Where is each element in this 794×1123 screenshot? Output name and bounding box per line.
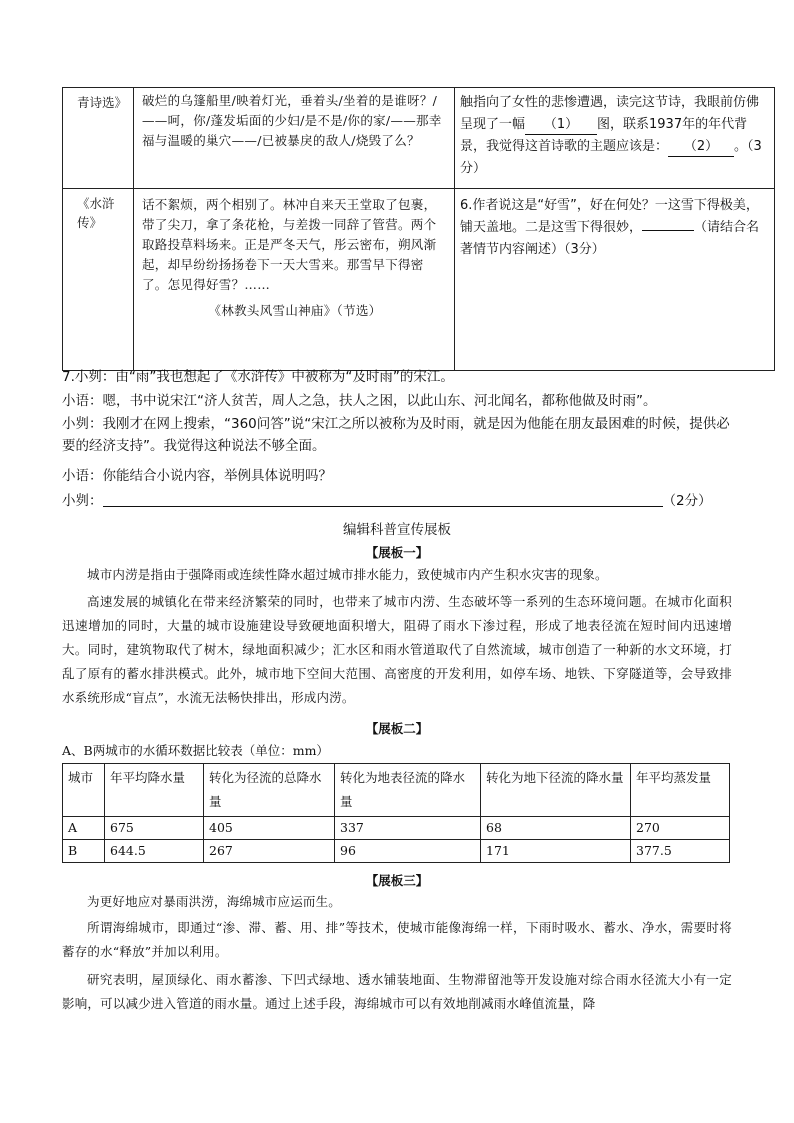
work-title-cell (63, 88, 134, 189)
q7-line: 小语：你能结合小说内容，举例具体说明吗？ (62, 468, 332, 484)
table-row (63, 88, 775, 189)
question-cell (455, 189, 775, 371)
novel-excerpt: 话不絮烦，两个相别了。林冲自来天王堂取了包裹，带了尖刀，拿了条花枪，与差拨一同辞了管营。两个取路投草料场来。正是严冬天气，彤云密布，朔风渐起，却早纷纷扬扬卷下一天大雪来。那雪早下得密了。怎见得好雪？…… (142, 197, 437, 292)
column-header: 城市 (63, 764, 105, 817)
column-header: 转化为径流的总降水量 (204, 764, 335, 817)
board-3-paragraph: 所谓海绵城市，即通过“渗、滞、蓄、用、排”等技术，使城市能像海绵一样，下雨时吸水、蓄水、净水，需要时将蓄存的水“释放”并加以利用。 (62, 920, 732, 959)
board-1-paragraph: 高速发展的城镇化在带来经济繁荣的同时，也带来了城市内涝、生态破坏等一系列的生态环境问题。在城市化面积迅速增加的同时，大量的城市设施建设导致硬地面积增大，阻碍了雨水下渗过程，形成了地表径流在短时间内迅速增大。同时，建筑物取代了树木，绿地面积减少；汇水区和雨水管道取代了自然流域，城市创造了一种新的水文环境，打乱了原有的蓄水排洪模式。此外，城市地下空间大范围、高密度的开发利用，如停车场、地铁、下穿隧道等，会导致排水系统形成“盲点”，水流无法畅快排出，形成内涝。 (62, 594, 732, 705)
table-cell: 405 (204, 817, 335, 840)
column-header: 转化为地下径流的降水量 (481, 764, 631, 817)
board-1-title: 【展板一】 (365, 545, 429, 560)
table-row (63, 840, 730, 863)
poem-excerpt: 破烂的乌篷船里/映着灯光，垂着头/坐着的是谁呀？/——呵，你/蓬发垢面的少妇/是不是/你的家/——那幸福与温暖的巢穴——/已被暴戾的敌人/烧毁了么？ (142, 93, 442, 148)
question-points: （2分） (662, 493, 712, 509)
question-text: 图，联系1937年的年代背景，我觉得这首诗歌的主题应该是： (460, 117, 748, 154)
table-cell: B (63, 840, 105, 863)
table-cell: 270 (631, 817, 730, 840)
table-cell: 377.5 (631, 840, 730, 863)
board-1-paragraph: 城市内涝是指由于强降雨或连续性降水超过城市排水能力，致使城市内产生积水灾害的现象。 (87, 567, 608, 582)
question-6-end: （请结合名著情节内容阐述）（3分） (460, 220, 760, 257)
excerpt-cell (134, 88, 455, 189)
table-row (63, 817, 730, 840)
q7-line: 小刿：我刚才在网上搜索，“360问答”说“宋江之所以被称为及时雨，就是因为他能在朋友最困难的时候，提供必要的经济支持”。我觉得这种说法不够全面。 (62, 416, 730, 454)
q7-line: 小语：嗯，书中说宋江“济人贫苦，周人之急，扶人之困，以此山东、河北闻名，都称他做及时雨”。 (62, 393, 657, 409)
table-cell: 171 (481, 840, 631, 863)
question-text: 触指向了女性的悲惨遭遇，读完这节诗，我眼前仿佛呈现了一幅 (460, 95, 760, 132)
question-cell (455, 88, 775, 189)
answer-label: 小刿： (62, 493, 103, 509)
table-cell: A (63, 817, 105, 840)
q7-line: 7.小刿：由“雨”我也想起了《水浒传》中被称为“及时雨”的宋江。 (62, 369, 454, 385)
table-row (63, 189, 775, 371)
table-cell: 644.5 (105, 840, 204, 863)
answer-blank-2[interactable]: （2） (668, 138, 734, 157)
table-cell: 96 (335, 840, 481, 863)
table-cell: 337 (335, 817, 481, 840)
q7-answer-blank[interactable] (103, 492, 663, 507)
excerpt-source: 《林教头风雪山神庙》（节选） (208, 303, 382, 318)
answer-blank-6[interactable] (642, 230, 694, 231)
work-title: 青诗选》 (77, 95, 128, 110)
table-caption: A、B两城市的水循环数据比较表（单位：mm） (62, 743, 329, 758)
column-header: 年平均蒸发量 (631, 764, 730, 817)
board-3-title: 【展板三】 (365, 873, 429, 888)
water-cycle-table (62, 763, 730, 863)
answer-blank-1[interactable]: （1） (525, 116, 597, 135)
column-header: 转化为地表径流的降水量 (335, 764, 481, 817)
table-cell: 675 (105, 817, 204, 840)
column-header: 年平均降水量 (105, 764, 204, 817)
literature-table (62, 87, 775, 371)
question-6: 6.作者说这是“好雪”，好在何处？一这雪下得极美，铺天盖地。二是这雪下得很妙， (460, 198, 759, 235)
excerpt-cell (134, 189, 455, 371)
board-3-paragraph: 为更好地应对暴雨洪涝，海绵城市应运而生。 (87, 894, 342, 909)
work-title: 《水浒传》 (77, 196, 115, 230)
table-cell: 267 (204, 840, 335, 863)
board-heading: 编辑科普宣传展板 (343, 522, 451, 538)
table-header-row (63, 764, 730, 817)
table-cell: 68 (481, 817, 631, 840)
q7-answer-line (62, 491, 732, 511)
question-points: 。（3分） (460, 139, 762, 176)
board-2-title: 【展板二】 (365, 721, 429, 736)
work-title-cell (63, 189, 134, 371)
board-3-paragraph: 研究表明，屋顶绿化、雨水蓄渗、下凹式绿地、透水铺装地面、生物滞留池等开发设施对综合雨水径流大小有一定影响，可以减少进入管道的雨水量。通过上述手段，海绵城市可以有效地削减雨水峰值流量，降 (62, 972, 732, 1011)
